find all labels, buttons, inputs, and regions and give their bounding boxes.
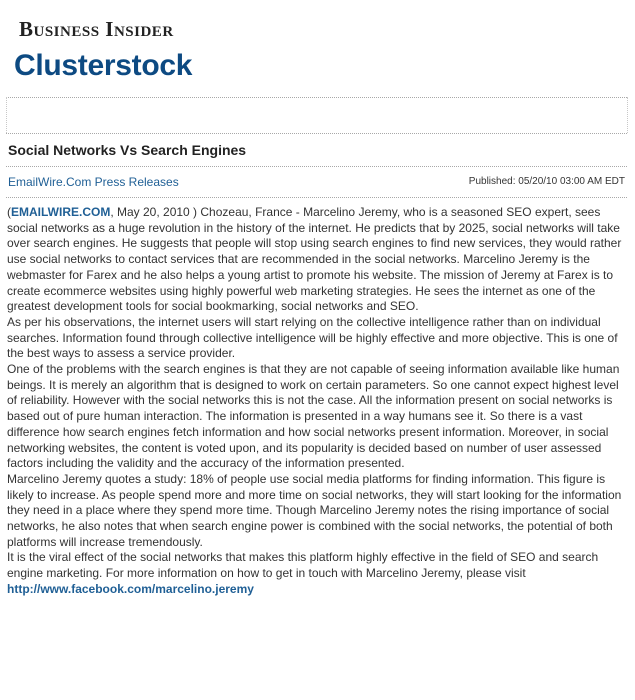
emailwire-link[interactable]: EMAILWIRE.COM	[11, 205, 111, 219]
paragraph-6	[7, 582, 627, 598]
right-border	[627, 97, 628, 133]
paragraph-1	[7, 205, 627, 315]
paren-open: (	[7, 205, 11, 219]
article-title: Social Networks Vs Search Engines	[8, 142, 247, 158]
paragraph-2: As per his observations, the internet users will start relying on the collective intelligence rather than on individual searches. Information found through collective intelligence will be highly effective and more objective. This is one of the best ways to assess a service provider.	[7, 314, 618, 361]
paragraph-4: Marcelino Jeremy quotes a study: 18% of people use social media platforms for finding information. This figure is likely to increase. As people spend more and more time on social networks, they will start looking for the information they need in a place where they spend more time. Though Marcelino Jeremy notes the rising importance of social networks, he also notes that when search engine power is combined with the social networks, the potential of both platforms will increase tremendously.	[7, 471, 622, 549]
title-top-divider	[6, 133, 627, 134]
brand-logo[interactable]: Business Insider	[19, 17, 174, 41]
meta-divider	[6, 197, 627, 198]
paragraph-5: It is the viral effect of the social networks that makes this platform highly effective in the field of SEO and search engine marketing. For more information on how to get in touch with Marcelino Jeremy, please visit	[7, 550, 599, 581]
facebook-link[interactable]: http://www.facebook.com/marcelino.jeremy	[7, 581, 254, 596]
header-divider	[6, 97, 627, 98]
source-link[interactable]: EmailWire.Com Press Releases	[8, 175, 179, 189]
paragraph-1-text: , May 20, 2010 ) Chozeau, France - Marcelino Jeremy, who is a seasoned SEO expert, sees social networks as a huge revolution in the history of the internet. He predicts that by 2025, social networks will take over search engines. He suggests that people will stop using search engines to find new services, they would rather use social networks to contact services that are recommended in the social networks. Marcelino Jeremy is the webmaster for Farex and he also helps a young artist to promote his website. The mission of Jeremy at Farex is to create ecommerce websites using highly powerful web marketing strategies. He sees the internet as one of the greatest development tools for social bookmarking, social networks and SEO.	[7, 205, 622, 314]
left-border	[6, 97, 7, 133]
published-date: Published: 05/20/10 03:00 AM EDT	[468, 176, 625, 187]
title-bottom-divider	[6, 166, 627, 167]
paragraph-3: One of the problems with the search engines is that they are not capable of seeing information available like human beings. It is merely an algorithm that is designed to work on certain parameters. So one cannot expect highest level of reliability. However with the social networks this is not the case. All the information present on social networks is based out of pure human interaction. The information is presented in a way humans see it. So there is a vast difference how search engines fetch information and how social networks present information. Moreover, in social networking websites, the content is voted upon, and its popularity is decided based on number of user assessed factors including the validity and the accuracy of the information presented.	[7, 362, 620, 471]
article-body	[7, 205, 627, 598]
section-logo[interactable]: Clusterstock	[14, 49, 193, 82]
